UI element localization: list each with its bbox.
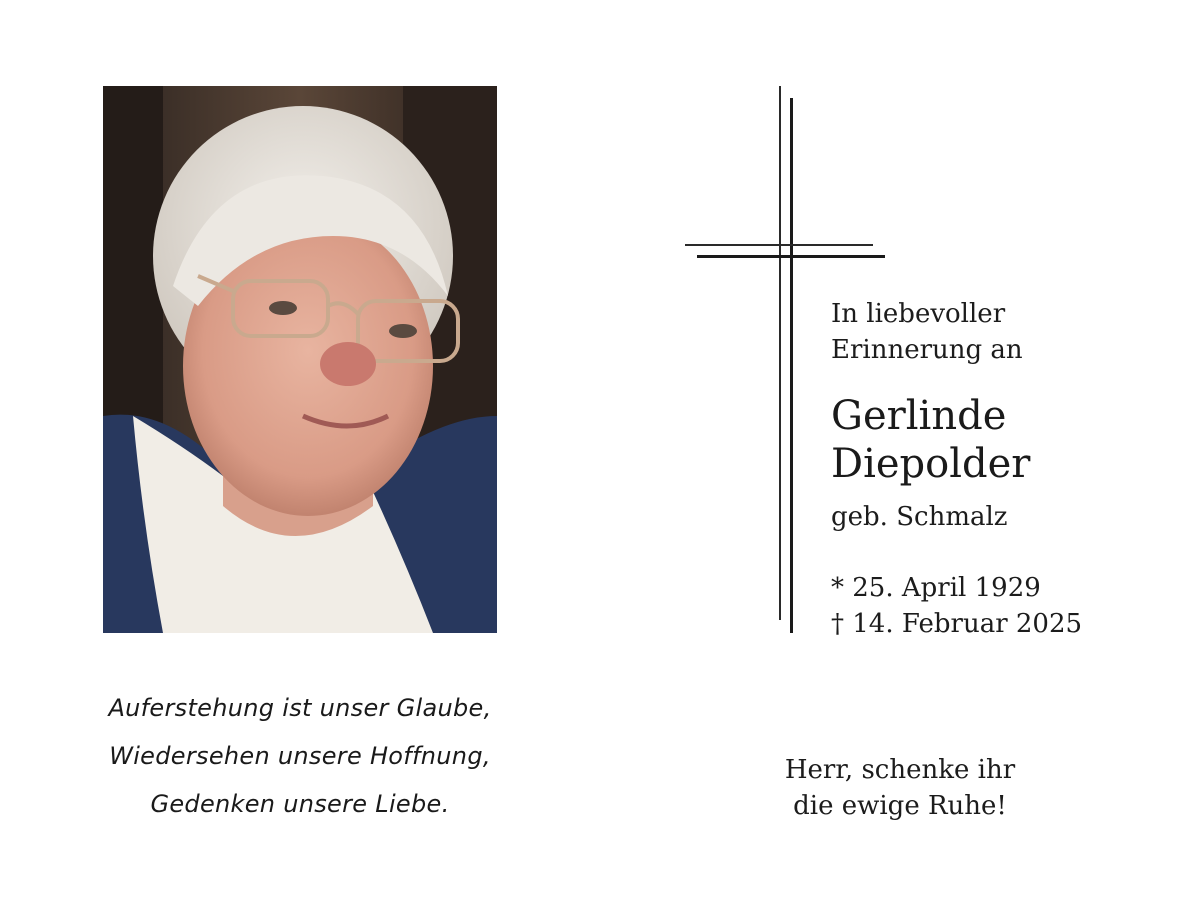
portrait-photo	[103, 86, 497, 633]
memorial-poem	[60, 688, 540, 832]
poem-line: Auferstehung ist unser Glaube,	[108, 694, 492, 722]
portrait-photo-icon	[103, 86, 497, 633]
intro-line: In liebevoller	[831, 299, 1006, 329]
cross-vertical-thin	[779, 86, 781, 620]
death-date: † 14. Februar 2025	[831, 609, 1083, 639]
poem-line: Wiedersehen unsere Hoffnung,	[109, 742, 491, 770]
first-name: Gerlinde	[831, 393, 1007, 439]
deceased-name	[831, 392, 1030, 488]
cross-horizontal-thin	[685, 244, 873, 246]
prayer-line: Herr, schenke ihr	[784, 755, 1016, 785]
cross-horizontal-thick	[697, 255, 885, 258]
intro-line: Erinnerung an	[831, 335, 1023, 365]
birth-name: geb. Schmalz	[831, 502, 1008, 532]
prayer-line: die ewige Ruhe!	[793, 791, 1007, 821]
poem-line: Gedenken unsere Liebe.	[150, 790, 450, 818]
last-name: Diepolder	[831, 441, 1031, 487]
memorial-intro	[831, 296, 1023, 368]
cross-vertical-thick	[790, 98, 793, 633]
life-dates	[831, 570, 1082, 642]
prayer-text	[740, 752, 1060, 824]
birth-date: * 25. April 1929	[831, 573, 1041, 603]
